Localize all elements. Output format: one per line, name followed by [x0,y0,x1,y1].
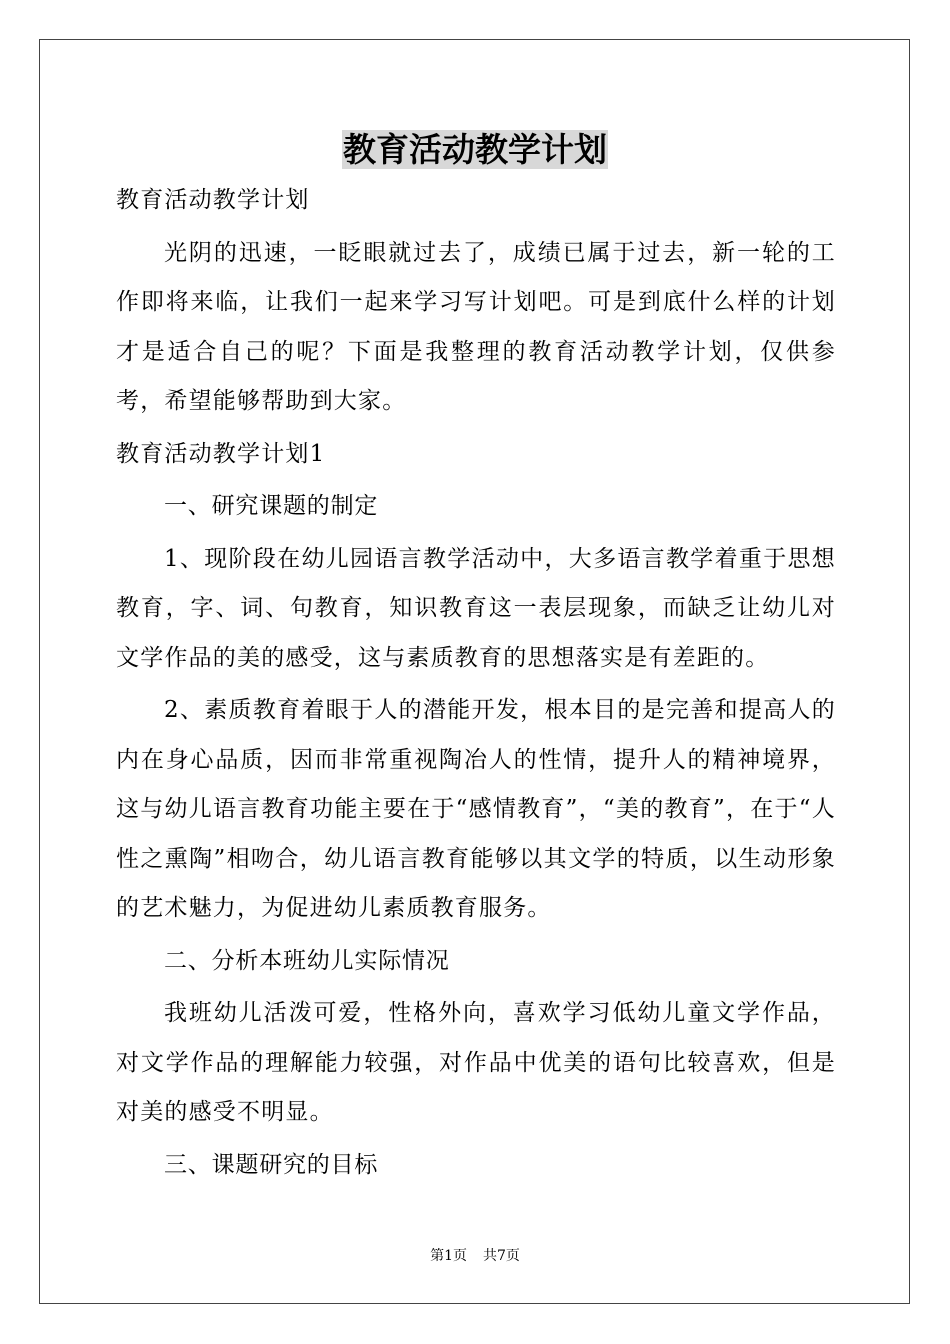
paragraph: 我班幼儿活泼可爱，性格外向，喜欢学习低幼儿童文学作品，对文学作品的理解能力较强，对作品中优美的语句比较喜欢，但是对美的感受不明显。 [116,1000,836,1125]
paragraph: 教育活动教学计划 [116,187,310,213]
paragraph: 1、现阶段在幼儿园语言教学活动中，大多语言教学着重于思想教育，字、词、句教育，知识教育这一表层现象，而缺乏让幼儿对文学作品的美的感受，这与素质教育的思想落实是有差距的。 [116,545,836,671]
section-heading: 三、课题研究的目标 [164,1151,379,1178]
page-number: 第1页 [430,1248,467,1264]
paragraph: 2、素质教育着眼于人的潜能开发，根本目的是完善和提高人的内在身心品质，因而非常重视陶冶人的性情，提升人的精神境界，这与幼儿语言教育功能主要在于“感情教育”，“美的教育”，在于“人性之熏陶”相吻合，幼儿语言教育能够以其文学的特质，以生动形象的艺术魅力，为促进幼儿素质教育服务。 [116,697,836,921]
section-heading: 一、研究课题的制定 [164,493,379,519]
document-body [116,176,836,1193]
section-heading: 二、分析本班幼儿实际情况 [164,947,450,974]
page-total: 共7页 [483,1248,520,1264]
document-title-text: 教育活动教学计划 [343,130,607,169]
paragraph: 光阴的迅速，一眨眼就过去了，成绩已属于过去，新一轮的工作即将来临，让我们一起来学习写计划吧。可是到底什么样的计划才是适合自己的呢？下面是我整理的教育活动教学计划，仅供参考，希望能够帮助到大家。 [116,239,836,414]
document-title [0,126,950,174]
paragraph: 教育活动教学计划1 [116,440,326,467]
page-footer [0,1246,950,1266]
